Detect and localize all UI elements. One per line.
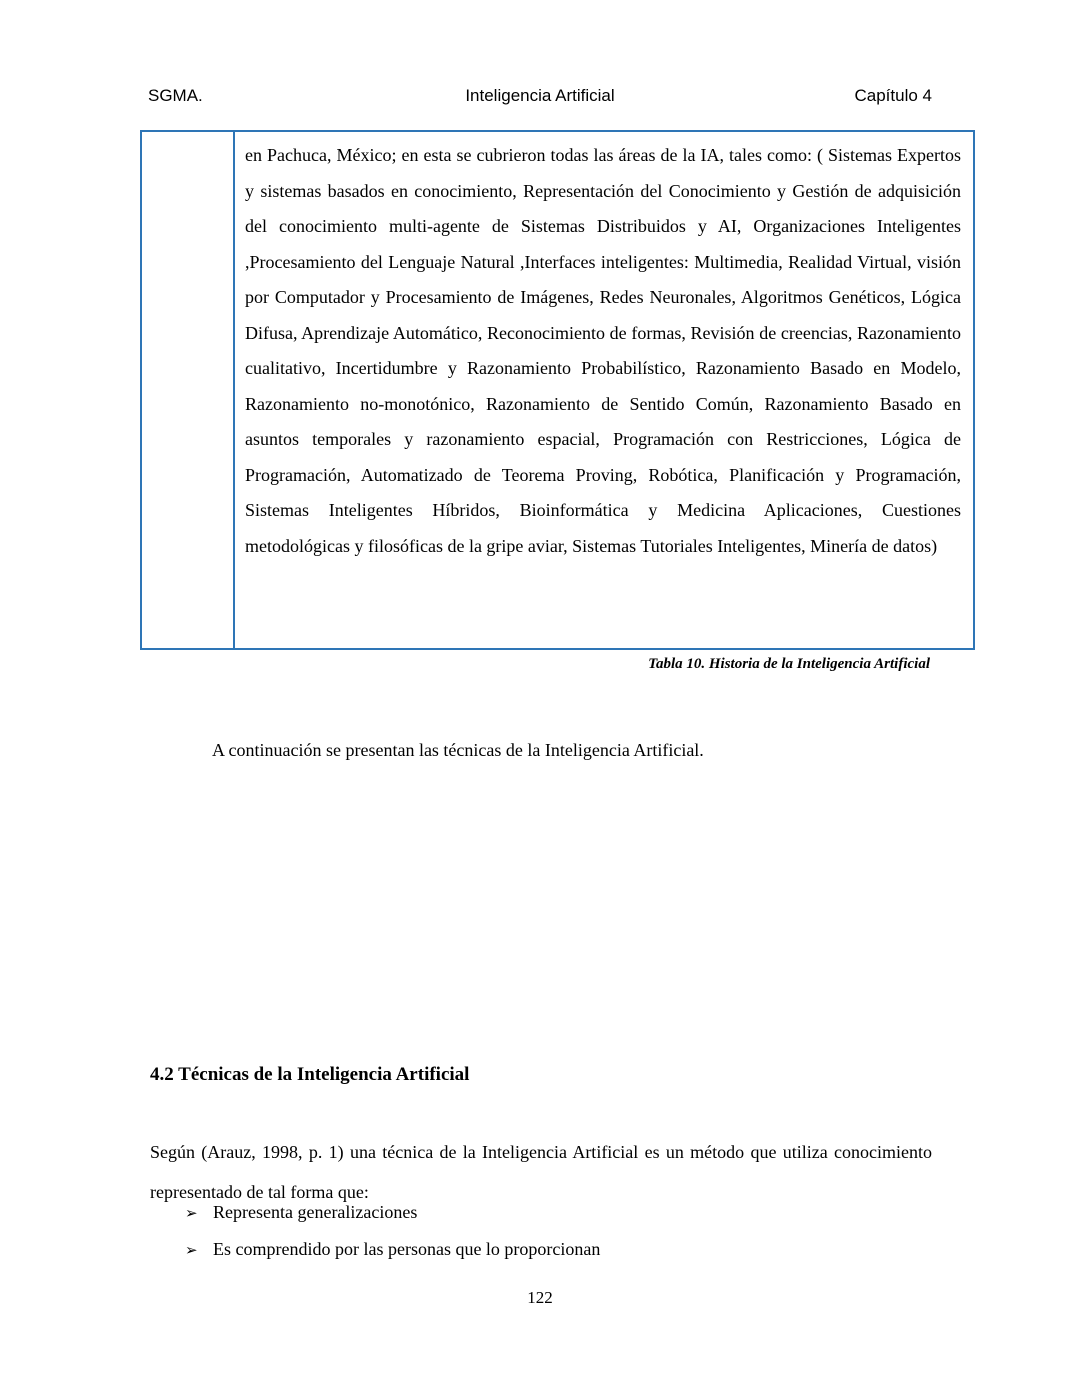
history-table [140, 130, 975, 650]
header-left: SGMA. [148, 86, 203, 105]
list-item-text: Es comprendido por las personas que lo proporcionan [213, 1239, 601, 1259]
section-heading: 4.2 Técnicas de la Inteligencia Artificial [150, 1063, 470, 1085]
body-paragraph: Según (Arauz, 1998, p. 1) una técnica de la Inteligencia Artificial es un método que utiliza conocimiento representado de tal forma que: [150, 1142, 932, 1202]
list-item [185, 1231, 930, 1268]
table-caption: Tabla 10. Historia de la Inteligencia Artificial [648, 656, 930, 672]
header-chapter: Capítulo 4 [854, 86, 932, 105]
table-empty-cell [142, 132, 235, 648]
bullet-list [185, 1194, 930, 1268]
arrow-bullet-icon: ➢ [185, 1204, 198, 1222]
intro-paragraph: A continuación se presentan las técnicas de la Inteligencia Artificial. [212, 740, 704, 760]
list-item [185, 1194, 930, 1231]
list-item-text: Representa generalizaciones [213, 1202, 418, 1222]
arrow-bullet-icon: ➢ [185, 1241, 198, 1259]
page-header [148, 86, 932, 106]
table-content-cell: en Pachuca, México; en esta se cubrieron todas las áreas de la IA, tales como: ( Sistemas Expertos y sistemas basados en conocimiento, Representación del Conocimiento y Gestión de adquisición del conocimiento multi-agente de Sistemas Distribuidos y AI, Organizaciones Inteligentes ,Procesamiento del Lenguaje Natural ,Interfaces inteligentes: Multimedia, Realidad Virtual, visión por Computador y Procesamiento de Imágenes, Redes Neuronales, Algoritmos Genéticos, Lógica Difusa, Aprendizaje Automático, Reconocimiento de formas, Revisión de creencias, Razonamiento cualitativo, Incertidumbre y Razonamiento Probabilístico, Razonamiento Basado en Modelo, Razonamiento no-monotónico, Razonamiento de Sentido Común, Razonamiento Basado en asuntos temporales y razonamiento espacial, Programación con Restricciones, Lógica de Programación, Automatizado de Teorema Proving, Robótica, Planificación y Programación, Sistemas Inteligentes Híbridos, Bioinformática y Medicina Aplicaciones, Cuestiones metodológicas y filosóficas de la gripe aviar, Sistemas Tutoriales Inteligentes, Minería de datos) [245, 145, 961, 556]
header-title: Inteligencia Artificial [465, 86, 615, 105]
page-number: 122 [527, 1288, 553, 1307]
